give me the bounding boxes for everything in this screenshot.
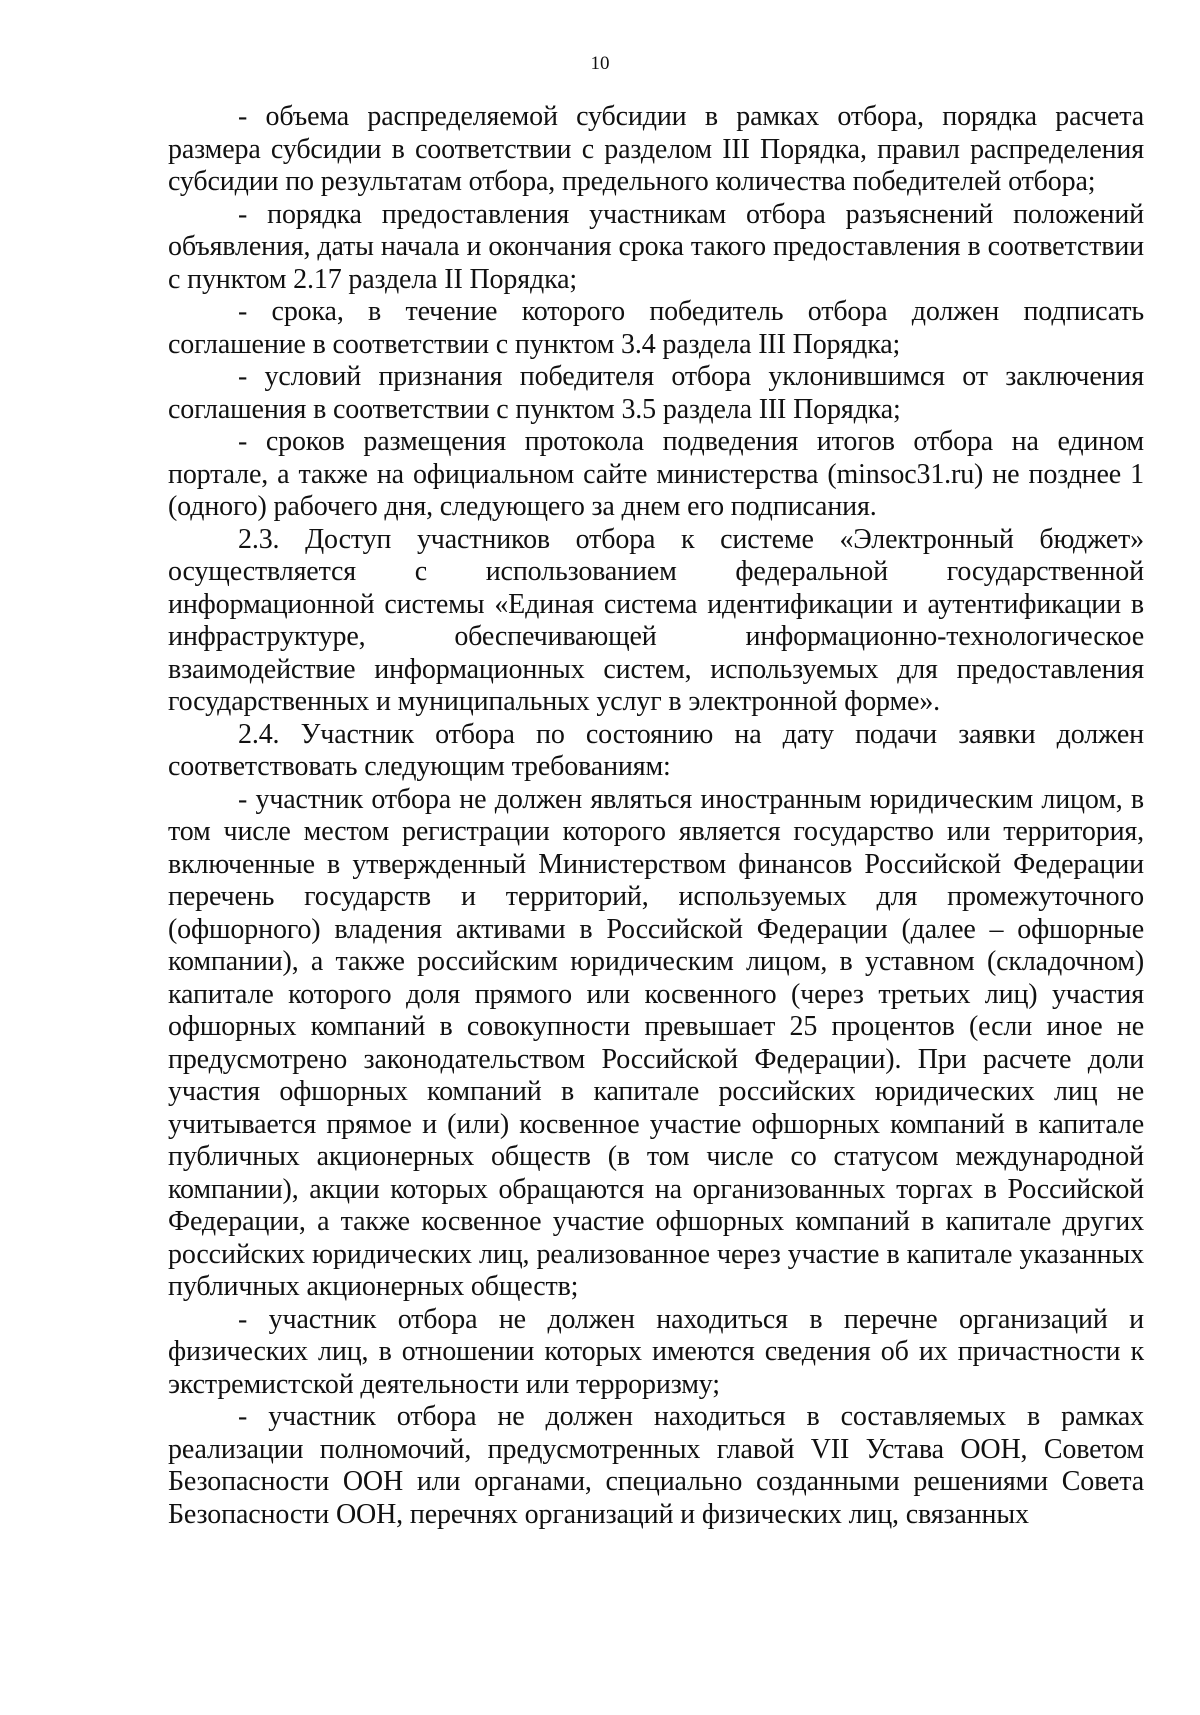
paragraph-subsidy-volume: - объема распределяемой субсидии в рамках отбора, порядка расчета размера субсидии в соответствии с разделом III Порядка, правил распределения субсидии по результатам отбора, предельного количества победителей отбора; bbox=[168, 101, 1144, 197]
paragraph-protocol-posting-terms: - сроков размещения протокола подведения итогов отбора на едином портале, а также на официальном сайте министерства (minsoc31.ru) не позднее 1 (одного) рабочего дня, следующего за днем его подписания. bbox=[168, 426, 1144, 522]
paragraph-section-2-4: 2.4. Участник отбора по состоянию на дату подачи заявки должен соответствовать следующим требованиям: bbox=[168, 718, 1144, 782]
paragraph-extremism-requirement: - участник отбора не должен находиться в перечне организаций и физических лиц, в отношении которых имеются сведения об их причастности к экстремистской деятельности или терроризму; bbox=[168, 1303, 1144, 1400]
paragraph-clarifications-order: - порядка предоставления участникам отбора разъяснений положений объявления, даты начала и окончания срока такого предоставления в соответствии с пунктом 2.17 раздела II Порядка; bbox=[168, 198, 1144, 295]
document-body bbox=[168, 101, 1144, 1531]
paragraph-offshore-requirement: - участник отбора не должен являться иностранным юридическим лицом, в том числе местом регистрации которого является государство или территория, включенные в утвержденный Министерством финансов Российской Федерации перечень государств и территорий, используемых для промежуточного (офшорного) владения активами в Российской Федерации (далее – офшорные компании), а также российским юридическим лицом, в уставном (складочном) капитале которого доля прямого или косвенного (через третьих лиц) участия офшорных компаний в совокупности превышает 25 процентов (если иное не предусмотрено законодательством Российской Федерации). При расчете доли участия офшорных компаний в капитале российских юридических лиц не учитывается прямое и (или) косвенное участие офшорных компаний в капитале публичных акционерных обществ (в том числе со статусом международной компании), акции которых обращаются на организованных торгах в Российской Федерации, а также косвенное участие офшорных компаний в капитале других российских юридических лиц, реализованное через участие в капитале указанных публичных акционерных обществ; bbox=[168, 783, 1144, 1302]
paragraph-un-lists-requirement: - участник отбора не должен находиться в составляемых в рамках реализации полномочий, предусмотренных главой VII Устава ООН, Советом Безопасности ООН или органами, специально созданными решениями Совета Безопасности ООН, перечнях организаций и физических лиц, связанных bbox=[168, 1401, 1144, 1530]
paragraph-section-2-3: 2.3. Доступ участников отбора к системе «Электронный бюджет» осуществляется с использованием федеральной государственной информационной системы «Единая система идентификации и аутентификации в инфраструктуре, обеспечивающей информационно-технологическое взаимодействие информационных систем, используемых для предоставления государственных и муниципальных услуг в электронной форме». bbox=[168, 523, 1144, 717]
paragraph-agreement-signing-term: - срока, в течение которого победитель отбора должен подписать соглашение в соответствии с пунктом 3.4 раздела III Порядка; bbox=[168, 296, 1144, 360]
page-number: 10 bbox=[590, 53, 610, 74]
paragraph-evasion-conditions: - условий признания победителя отбора уклонившимся от заключения соглашения в соответствии с пунктом 3.5 раздела III Порядка; bbox=[168, 361, 1144, 425]
